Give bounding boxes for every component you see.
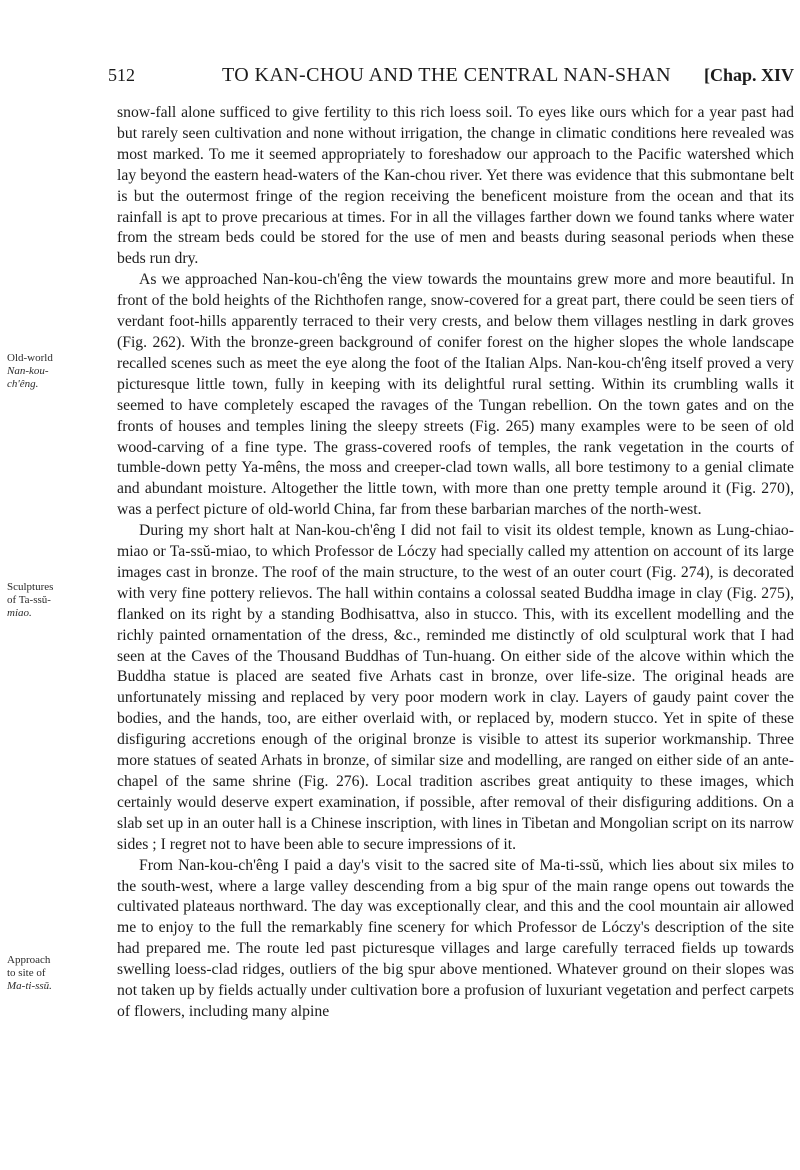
margin-note-line: ch'êng. bbox=[7, 378, 39, 390]
margin-note-line: Ma-ti-ssŭ. bbox=[7, 980, 52, 992]
margin-note-line: miao. bbox=[7, 607, 32, 619]
margin-note-line: Old-world bbox=[7, 352, 53, 364]
margin-note-line: Approach bbox=[7, 954, 51, 966]
page-number: 512 bbox=[108, 65, 135, 85]
margin-note-old-world bbox=[7, 352, 95, 391]
page-header bbox=[108, 62, 794, 88]
running-title: TO KAN-CHOU AND THE CENTRAL NAN-SHAN bbox=[222, 64, 672, 86]
margin-note-line: of Ta-ssŭ- bbox=[7, 594, 51, 606]
paragraph: During my short halt at Nan-kou-ch'êng I did not fail to visit its oldest temple, known as Lung-chiao-miao or Ta-ssŭ-miao, to which Professor de Lóczy had specially called my attention on account of its large images cast in bronze. The roof of the main structure, to the west of an outer court (Fig. 274), is decorated with very fine pottery relievos. The hall within contains a colossal seated Buddha image in clay (Fig. 275), flanked on its right by a standing Bodhisattva, also in stucco. This, with its excellent modelling and the richly painted ornamentation of the dress, &c., reminded me distinctly of old sculptural work that I had seen at the Caves of the Thousand Buddhas of Tun-huang. On either side of the alcove within which the Buddha statue is placed are seated five Arhats cast in bronze, over life-size. The original heads are unfortunately missing and replaced by very poor modern work in clay. Layers of gaudy paint cover the bodies, and the hands, too, are either overlaid with, or replaced by, modern stucco. Yet in spite of these disfiguring accretions enough of the original bronze is visible to attest its superior workmanship. Three more statues of seated Arhats in bronze, of similar size and modelling, are ranged on either side of an ante-chapel of the same shrine (Fig. 276). Local tradition ascribes great antiquity to these images, which certainly would deserve expert examination, if possible, after removal of their disfiguring additions. On a slab set up in an outer hall is a Chinese inscription, with lines in Tibetan and Mongolian script on its narrow sides ; I regret not to have been able to secure impressions of it. bbox=[117, 522, 794, 853]
body-text bbox=[117, 103, 794, 1023]
paragraph: From Nan-kou-ch'êng I paid a day's visit to the sacred site of Ma-ti-ssŭ, which lies about six miles to the south-west, where a large valley descending from a big spur of the main range opens out towards the cultivated plateaus northward. The day was exceptionally clear, and this and the cool mountain air allowed me to enjoy to the full the remarkably fine scenery for which Professor de Lóczy's description of the site had prepared me. The route led past picturesque villages and large carefully terraced fields up towards swelling loess-clad ridges, outliers of the big spur above mentioned. Whatever ground on their slopes was not taken up by fields actually under cultivation bore a profusion of luxuriant vegetation and perfect carpets of flowers, including many alpine bbox=[117, 856, 794, 1020]
margin-note-sculptures bbox=[7, 581, 95, 620]
paragraph: snow-fall alone sufficed to give fertility to this rich loess soil. To eyes like ours which for a year past had but rarely seen cultivation and none without irrigation, the change in climatic conditions here revealed was most marked. To me it seemed appropriately to foreshadow our approach to the Pacific watershed which lay beyond the eastern head-waters of the Kan-chou river. Yet there was evidence that this submontane belt is but the outermost fringe of the region receiving the beneficent moisture from the ocean and that its rainfall is apt to prove precarious at times. For in all the villages farther down we found tanks where water from the stream beds could be stored for the use of men and beasts during seasonal periods when these beds run dry. bbox=[117, 104, 794, 268]
margin-note-line: Sculptures bbox=[7, 581, 54, 593]
margin-note-line: Nan-kou- bbox=[7, 365, 49, 377]
paragraph: As we approached Nan-kou-ch'êng the view towards the mountains grew more and more beautiful. In front of the bold heights of the Richthofen range, snow-covered for a great part, there could be seen tiers of verdant foot-hills apparently terraced to their very crests, and below them villages nestling in dark groves (Fig. 262). With the bronze-green background of conifer forest on the higher slopes the whole landscape recalled scenes such as meet the eye along the foot of the Italian Alps. Nan-kou-ch'êng itself proved a very picturesque little town, fully in keeping with its delightful rural setting. Within its crumbling walls it seemed to have completely escaped the ravages of the Tungan rebellion. On the town gates and on the fronts of houses and temples lining the sleepy streets (Fig. 265) many examples were to be seen of old wood-carving of a fine type. The grass-covered roofs of temples, the rank vegetation in the courts of tumble-down petty Ya-mêns, the moss and creeper-clad town walls, all bore testimony to a genial climate and abundant moisture. Altogether the little town, with more than one pretty temple around it (Fig. 270), was a perfect picture of old-world China, far from these barbarian marches of the north-west. bbox=[117, 271, 794, 519]
margin-note-line: to site of bbox=[7, 967, 46, 979]
chapter-label: [Chap. XIV bbox=[703, 65, 794, 85]
margin-note-approach bbox=[7, 954, 95, 993]
